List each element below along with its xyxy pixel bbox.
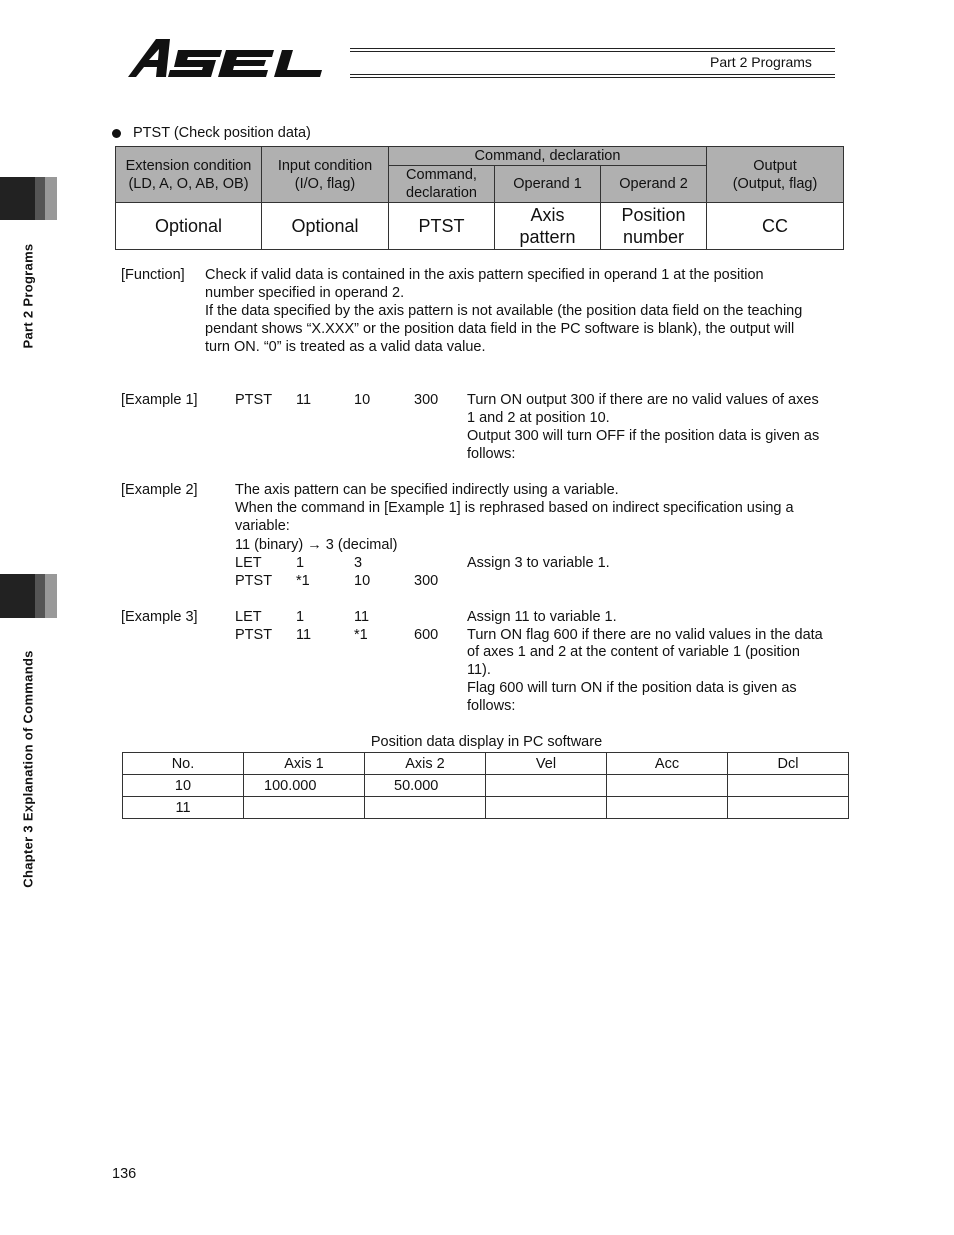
position-data-table: [122, 752, 849, 819]
example2-row1-command: LET: [235, 555, 262, 571]
pos-header-dcl: Dcl: [728, 753, 849, 775]
side-tab-part: [0, 177, 57, 220]
pos-cell: [244, 797, 365, 819]
table-row: [123, 797, 849, 819]
example1-desc-line: Turn ON output 300 if there are no valid values of axes: [467, 392, 819, 408]
example2-row1-operand-1: 1: [296, 555, 305, 571]
example2-row2-command: PTST: [235, 573, 273, 589]
pos-cell: [728, 775, 849, 797]
side-chapter-label: Chapter 3 Explanation of Commands: [20, 650, 36, 888]
example3-row2-desc-line: follows:: [467, 698, 516, 714]
example3-row1-operand-2: 11: [354, 609, 370, 625]
side-tab-chapter: [0, 574, 57, 618]
header-rule-top-2: [350, 51, 835, 52]
pos-cell: [486, 797, 607, 819]
function-line: If the data specified by the axis pattern is not available (the position data field on the teaching: [205, 303, 803, 319]
example1-desc-line: Output 300 will turn OFF if the position data is given as: [467, 428, 820, 444]
example2-row1-operand-2: 3: [354, 555, 363, 571]
example3-row1-command: LET: [235, 609, 262, 625]
example3-row2-output: 600: [414, 627, 439, 643]
example3-row1-operand-1: 1: [296, 609, 305, 625]
pos-header-axis2: Axis 2: [365, 753, 486, 775]
pos-header-axis1: Axis 1: [244, 753, 365, 775]
head-input-condition: Input condition (I/O, flag): [262, 147, 389, 203]
example1-desc-line: 1 and 2 at position 10.: [467, 410, 610, 426]
position-table-caption: Position data display in PC software: [370, 734, 603, 750]
example2-line: The axis pattern can be specified indirectly using a variable.: [235, 482, 619, 498]
header-rule-top: [350, 48, 835, 49]
asel-logo: [126, 36, 356, 80]
head-output: Output (Output, flag): [707, 147, 844, 203]
header-part-label: Part 2 Programs: [710, 54, 812, 70]
example2-label: [Example 2]: [121, 482, 198, 498]
page-number: 136: [112, 1166, 137, 1182]
example1-output: 300: [414, 392, 439, 408]
example3-row2-desc-line: Turn ON flag 600 if there are no valid values in the data: [467, 627, 823, 643]
cell-output: CC: [707, 203, 844, 250]
head-command: Command, declaration: [389, 166, 495, 203]
pos-cell: 100.000: [244, 775, 365, 797]
pos-cell: 50.000: [365, 775, 486, 797]
example3-label: [Example 3]: [121, 609, 198, 625]
example2-line: 11 (binary) → 3 (decimal): [235, 537, 398, 553]
example3-row2-desc-line: of axes 1 and 2 at the content of variable 1 (position: [467, 644, 800, 660]
header-rule-bottom-2: [350, 77, 835, 78]
example2-line: variable:: [235, 518, 290, 534]
pos-header-vel: Vel: [486, 753, 607, 775]
cell-command: PTST: [389, 203, 495, 250]
pos-cell: 11: [123, 797, 244, 819]
cell-input: Optional: [262, 203, 389, 250]
head-command-group: Command, declaration: [389, 147, 707, 166]
pos-header-acc: Acc: [607, 753, 728, 775]
example2-row2-operand-1: *1: [296, 573, 310, 589]
bullet-icon: [112, 129, 121, 138]
pos-header-no: No.: [123, 753, 244, 775]
side-part-label: Part 2 Programs: [20, 243, 36, 349]
function-label: [Function]: [121, 267, 185, 283]
pos-cell: [486, 775, 607, 797]
cell-operand-2: Position number: [601, 203, 707, 250]
table-row: [123, 775, 849, 797]
example1-label: [Example 1]: [121, 392, 198, 408]
example2-row2-operand-2: 10: [354, 573, 371, 589]
example2-row1-desc: Assign 3 to variable 1.: [467, 555, 610, 571]
header-rule-bottom: [350, 74, 835, 75]
pos-cell: [365, 797, 486, 819]
pos-cell: [728, 797, 849, 819]
cell-extension: Optional: [116, 203, 262, 250]
example3-row2-command: PTST: [235, 627, 273, 643]
function-line: pendant shows “X.XXX” or the position data field in the PC software is blank), the output will: [205, 321, 795, 337]
pos-cell: [607, 775, 728, 797]
example3-row2-desc-line: 11).: [467, 662, 491, 678]
example1-operand-1: 11: [296, 392, 312, 408]
head-extension-condition: Extension condition (LD, A, O, AB, OB): [116, 147, 262, 203]
example3-row2-operand-1: 11: [296, 627, 312, 643]
function-line: Check if valid data is contained in the axis pattern specified in operand 1 at the position: [205, 267, 764, 283]
example1-operand-2: 10: [354, 392, 371, 408]
example3-row2-desc-line: Flag 600 will turn ON if the position data is given as: [467, 680, 797, 696]
example2-row2-output: 300: [414, 573, 439, 589]
example3-row1-desc: Assign 11 to variable 1.: [467, 609, 617, 625]
example1-desc-line: follows:: [467, 446, 516, 462]
section-title: PTST (Check position data): [133, 125, 311, 141]
function-line: number specified in operand 2.: [205, 285, 405, 301]
cell-operand-1: Axis pattern: [495, 203, 601, 250]
example2-line: When the command in [Example 1] is rephrased based on indirect specification using a: [235, 500, 794, 516]
example3-row2-operand-2: *1: [354, 627, 368, 643]
command-table: [115, 146, 844, 250]
pos-cell: 10: [123, 775, 244, 797]
example1-command: PTST: [235, 392, 273, 408]
function-line: turn ON. “0” is treated as a valid data value.: [205, 339, 486, 355]
pos-cell: [607, 797, 728, 819]
head-operand-1: Operand 1: [495, 166, 601, 203]
head-operand-2: Operand 2: [601, 166, 707, 203]
